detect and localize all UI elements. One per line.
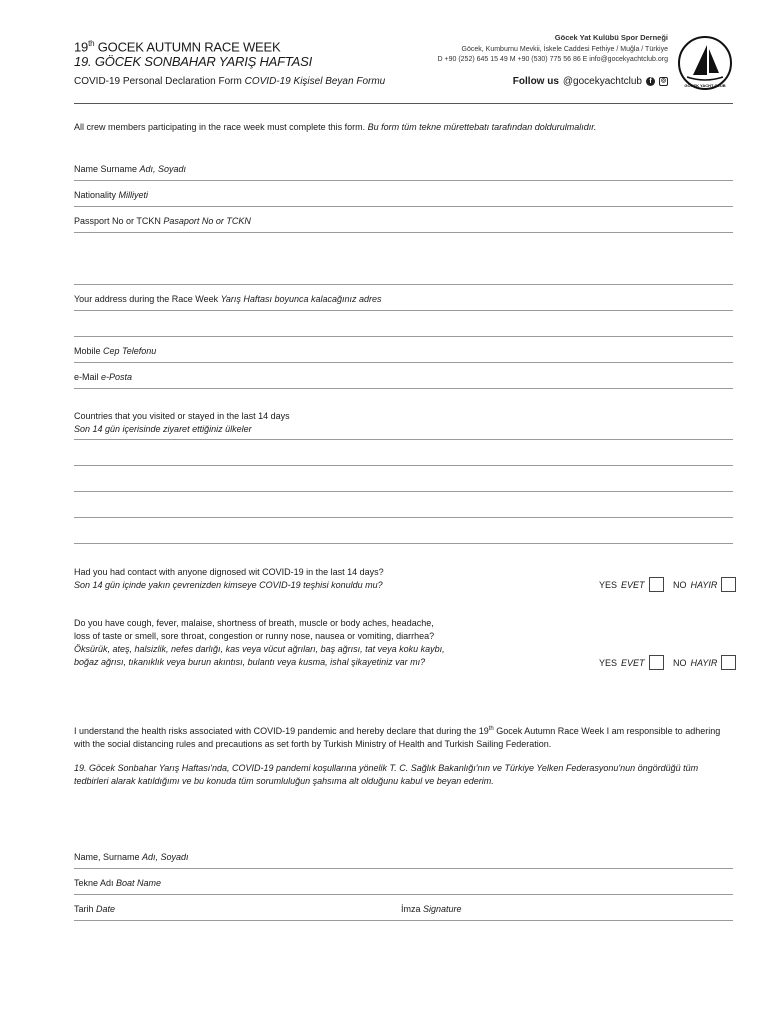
club-address: Göcek, Kumburnu Mevkii, İskele Caddesi Fethiye / Muğla / Türkiye [461, 45, 668, 53]
countries-field-label: Countries that you visited or stayed in the last 14 days Son 14 gün içerisinde ziyaret ettiğiniz ülkeler [74, 411, 290, 434]
blank-line[interactable] [74, 284, 733, 285]
address-field-line-2[interactable] [74, 336, 733, 337]
boat-name-label: Tekne Adı Boat Name [74, 878, 162, 888]
q1-yes-checkbox[interactable] [649, 577, 664, 592]
passport-field-label: Passport No or TCKN Pasaport No or TCKN [74, 216, 251, 226]
question-contact: Had you had contact with anyone dignosed wit COVID-19 in the last 14 days? Son 14 gün içinde yakın çevrenizden kimseye COVID-19 teşhisi konuldu mu? [74, 567, 384, 590]
signature-label: İmza Signature [401, 904, 462, 914]
form-title: COVID-19 Personal Declaration Form COVID-19 Kişisel Beyan Formu [74, 76, 386, 87]
q2-no-option: NO HAYIR [673, 655, 736, 670]
instagram-icon[interactable]: ◎ [660, 78, 667, 84]
sign-name-line[interactable] [74, 868, 733, 869]
facebook-icon[interactable]: f [646, 77, 655, 86]
passport-field-line[interactable] [74, 232, 733, 233]
q2-yes-option: YES EVET [599, 655, 664, 670]
club-name: Göcek Yat Kulübü Spor Derneği [554, 33, 668, 42]
address-field-label: Your address during the Race Week Yarış Haftası boyunca kalacağınız adres [74, 294, 382, 304]
name-field-line[interactable] [74, 180, 733, 181]
nationality-field-line[interactable] [74, 206, 733, 207]
q1-no-checkbox[interactable] [721, 577, 736, 592]
question-symptoms: Do you have cough, fever, malaise, shortness of breath, muscle or body aches, headache, loss of taste or smell, sore throat, congestion or runny nose, nausea or vomiting, diarrhea? Öksürük, ateş, halsizlik, nefes darlığı, kas veya vücut ağrıları, baş ağrısı, tat veya koku kaybı, boğaz ağrısı, tıkanıklık veya burun akıntısı, bulantı veya kusma, ishal şikayetiniz var mı? [74, 618, 445, 667]
email-field-label: e-Mail e-Posta [74, 372, 133, 382]
countries-line-1[interactable] [74, 439, 733, 440]
boat-name-line[interactable] [74, 894, 733, 895]
countries-line-3[interactable] [74, 491, 733, 492]
declaration-tr: 19. Göcek Sonbahar Yarış Haftası'nda, COVID-19 pandemi koşullarına yönelik T. C. Sağlık Bakanlığı'nın ve Türkiye Yelken Federasyonu'nun öngördüğü tüm tedbirleri alarak katıldığımı ve bu konuda tüm sorumluluğun şahsıma alt olduğunu kabul ve beyan ederim. [74, 763, 699, 786]
q1-no-option: NO HAYIR [673, 577, 736, 592]
club-logo [677, 35, 733, 91]
mobile-field-label: Mobile Cep Telefonu [74, 346, 157, 356]
mobile-field-line[interactable] [74, 362, 733, 363]
club-handle[interactable]: @gocekyachtclub [562, 76, 642, 87]
q2-no-checkbox[interactable] [721, 655, 736, 670]
intro-text: All crew members participating in the race week must complete this form. Bu form tüm tekne mürettebatı tarafından doldurulmalıdır. [74, 122, 597, 132]
countries-line-2[interactable] [74, 465, 733, 466]
name-field-label: Name Surname Adı, Soyadı [74, 164, 187, 174]
q1-yes-option: YES EVET [599, 577, 664, 592]
follow-us: Follow us @gocekyachtclub f ◎ [512, 76, 667, 87]
countries-line-5[interactable] [74, 543, 733, 544]
nationality-field-label: Nationality Milliyeti [74, 190, 149, 200]
address-field-line[interactable] [74, 310, 733, 311]
event-title-tr: 19. GÖCEK SONBAHAR YARIŞ HAFTASI [74, 54, 313, 69]
date-label: Tarih Date [74, 904, 116, 914]
email-field-line[interactable] [74, 388, 733, 389]
countries-line-4[interactable] [74, 517, 733, 518]
header-divider [74, 103, 733, 104]
club-contact: D +90 (252) 645 15 49 M +90 (530) 775 56 86 E info@gocekyachtclub.org [437, 56, 668, 63]
declaration-en: I understand the health risks associated with COVID-19 pandemic and hereby declare that during the 19th Gocek Autumn Race Week I am responsible to adhering with the social distancing rules and precautions as set forth by Turkish Ministry of Health and Turkish Sailing Federation. [74, 726, 721, 749]
date-signature-line[interactable] [74, 920, 733, 921]
club-info [438, 33, 668, 66]
q2-yes-checkbox[interactable] [649, 655, 664, 670]
event-title: 19th GOCEK AUTUMN RACE WEEK [74, 39, 281, 55]
sign-name-label: Name, Surname Adı, Soyadı [74, 852, 189, 862]
logo-text: GÖCEK YACHT CLUB [684, 83, 726, 88]
